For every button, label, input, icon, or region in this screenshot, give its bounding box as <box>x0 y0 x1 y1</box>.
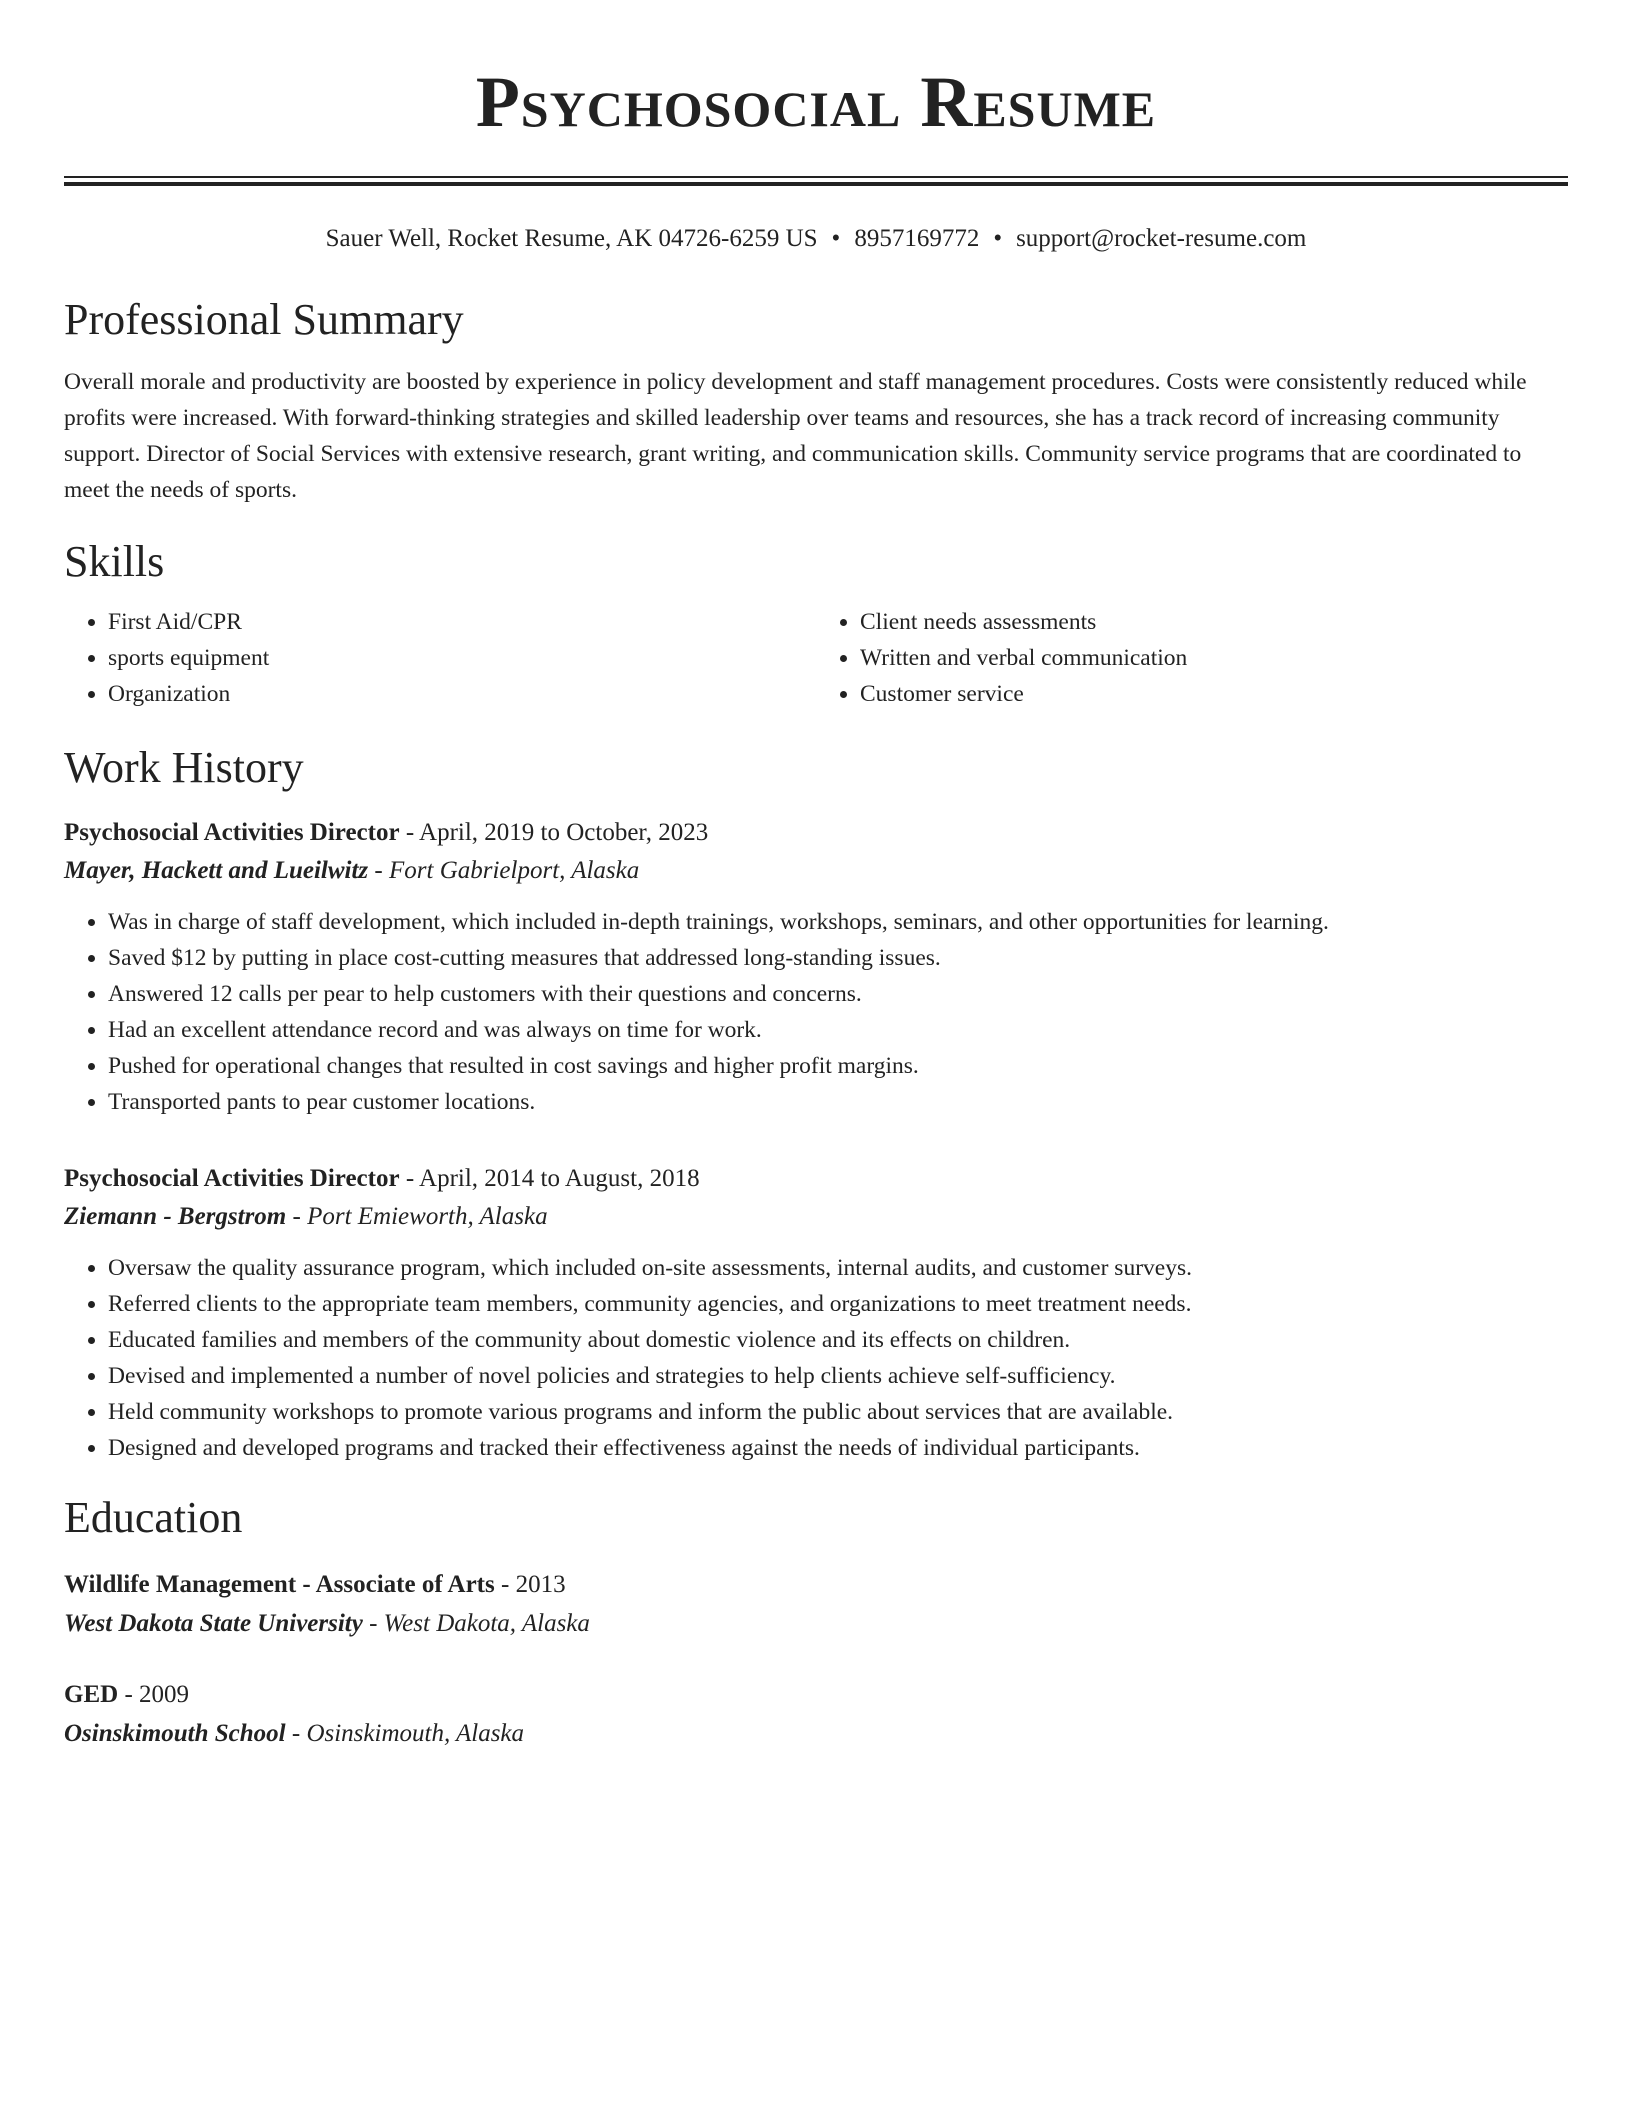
education-school-line: Osinskimouth School - Osinskimouth, Alaska <box>64 1720 525 1747</box>
education-year: 2013 <box>515 1571 566 1598</box>
skill-item: • sports equipment <box>108 640 816 676</box>
education-school: Osinskimouth School <box>64 1720 286 1747</box>
contact-email: support@rocket-resume.com <box>1016 225 1307 252</box>
job-bullet: • Saved $12 by putting in place cost-cutting measures that addressed long-standing issues. <box>108 940 1568 976</box>
job-bullet: • Educated families and members of the community about domestic violence and its effects on children. <box>108 1322 1568 1358</box>
contact-separator: • <box>831 225 841 252</box>
job-bullet: • Designed and developed programs and tracked their effectiveness against the needs of individual participants. <box>108 1430 1568 1466</box>
contact-phone: 8957169772 <box>854 225 980 252</box>
job-company: Mayer, Hackett and Lueilwitz <box>64 857 369 884</box>
education-degree-line: Wildlife Management - Associate of Arts - 2013 <box>64 1571 566 1598</box>
education-location: West Dakota, Alaska <box>383 1610 590 1637</box>
job-dates: April, 2014 to August, 2018 <box>419 1165 700 1192</box>
education-entry <box>64 1676 1568 1754</box>
contact-address: Sauer Well, Rocket Resume, AK 04726-6259 US <box>325 225 818 252</box>
skills-list-right <box>816 604 1568 712</box>
education-section <box>64 1490 1568 1754</box>
skill-item: • First Aid/CPR <box>108 604 816 640</box>
job-company: Ziemann - Bergstrom <box>64 1203 287 1230</box>
resume-title: Psychosocial Resume <box>475 62 1157 142</box>
job-bullets <box>64 904 1568 1120</box>
contact-separator: • <box>993 225 1003 252</box>
skills-list-left <box>64 604 816 712</box>
job-company-line: Mayer, Hackett and Lueilwitz - Fort Gabrielport, Alaska <box>64 857 640 884</box>
job-bullet: • Devised and implemented a number of novel policies and strategies to help clients achieve self-sufficiency. <box>108 1358 1568 1394</box>
education-school: West Dakota State University <box>64 1610 363 1637</box>
job-location: Port Emieworth, Alaska <box>307 1203 548 1230</box>
job-bullet: • Held community workshops to promote various programs and inform the public about services that are available. <box>108 1394 1568 1430</box>
summary-section <box>64 292 1568 508</box>
summary-text: Overall morale and productivity are boosted by experience in policy development and staff management procedures. Costs were consistently reduced while profits were increased. With forward-thinking strategies and skilled leadership over teams and resources, she has a track record of increasing community support. Director of Social Services with extensive research, grant writing, and communication skills. Community service programs that are coordinated to meet the needs of sports. <box>64 369 1527 503</box>
skills-grid <box>64 604 1568 712</box>
job-dates: April, 2019 to October, 2023 <box>419 819 709 846</box>
skills-section <box>64 534 1568 712</box>
job-bullet: • Had an excellent attendance record and was always on time for work. <box>108 1012 1568 1048</box>
skill-item: • Customer service <box>860 676 1568 712</box>
contact-line <box>64 222 1568 256</box>
job-bullet: • Oversaw the quality assurance program, which included on-site assessments, internal audits, and customer surveys. <box>108 1250 1568 1286</box>
education-heading: Education <box>64 1493 243 1542</box>
education-year: 2009 <box>139 1681 190 1708</box>
work-history-section <box>64 740 1568 1466</box>
skill-item: • Organization <box>108 676 816 712</box>
education-degree: GED <box>64 1681 119 1708</box>
job-bullets <box>64 1250 1568 1466</box>
summary-heading: Professional Summary <box>64 295 464 344</box>
education-location: Osinskimouth, Alaska <box>306 1720 525 1747</box>
education-degree: Wildlife Management - Associate of Arts <box>64 1571 495 1598</box>
skills-heading: Skills <box>64 537 165 586</box>
education-degree-line: GED - 2009 <box>64 1681 190 1708</box>
job-bullet: • Referred clients to the appropriate team members, community agencies, and organizations to meet treatment needs. <box>108 1286 1568 1322</box>
education-entry <box>64 1566 1568 1644</box>
job-location: Fort Gabrielport, Alaska <box>389 857 640 884</box>
job-bullet: • Pushed for operational changes that resulted in cost savings and higher profit margins. <box>108 1048 1568 1084</box>
work-history-heading: Work History <box>64 743 304 792</box>
job-bullet: • Transported pants to pear customer locations. <box>108 1084 1568 1120</box>
title-divider <box>64 176 1568 186</box>
job-title: Psychosocial Activities Director <box>64 1165 400 1192</box>
job-bullet: • Answered 12 calls per pear to help customers with their questions and concerns. <box>108 976 1568 1012</box>
job-title: Psychosocial Activities Director <box>64 819 400 846</box>
job-entry <box>64 1160 1568 1466</box>
skill-item: • Client needs assessments <box>860 604 1568 640</box>
job-title-line: Psychosocial Activities Director - April, 2019 to October, 2023 <box>64 819 709 846</box>
skill-item: • Written and verbal communication <box>860 640 1568 676</box>
job-entry <box>64 814 1568 1120</box>
job-company-line: Ziemann - Bergstrom - Port Emieworth, Alaska <box>64 1203 548 1230</box>
job-title-line: Psychosocial Activities Director - April, 2014 to August, 2018 <box>64 1165 700 1192</box>
education-school-line: West Dakota State University - West Dakota, Alaska <box>64 1610 590 1637</box>
job-bullet: • Was in charge of staff development, which included in-depth trainings, workshops, seminars, and other opportunities for learning. <box>108 904 1568 940</box>
